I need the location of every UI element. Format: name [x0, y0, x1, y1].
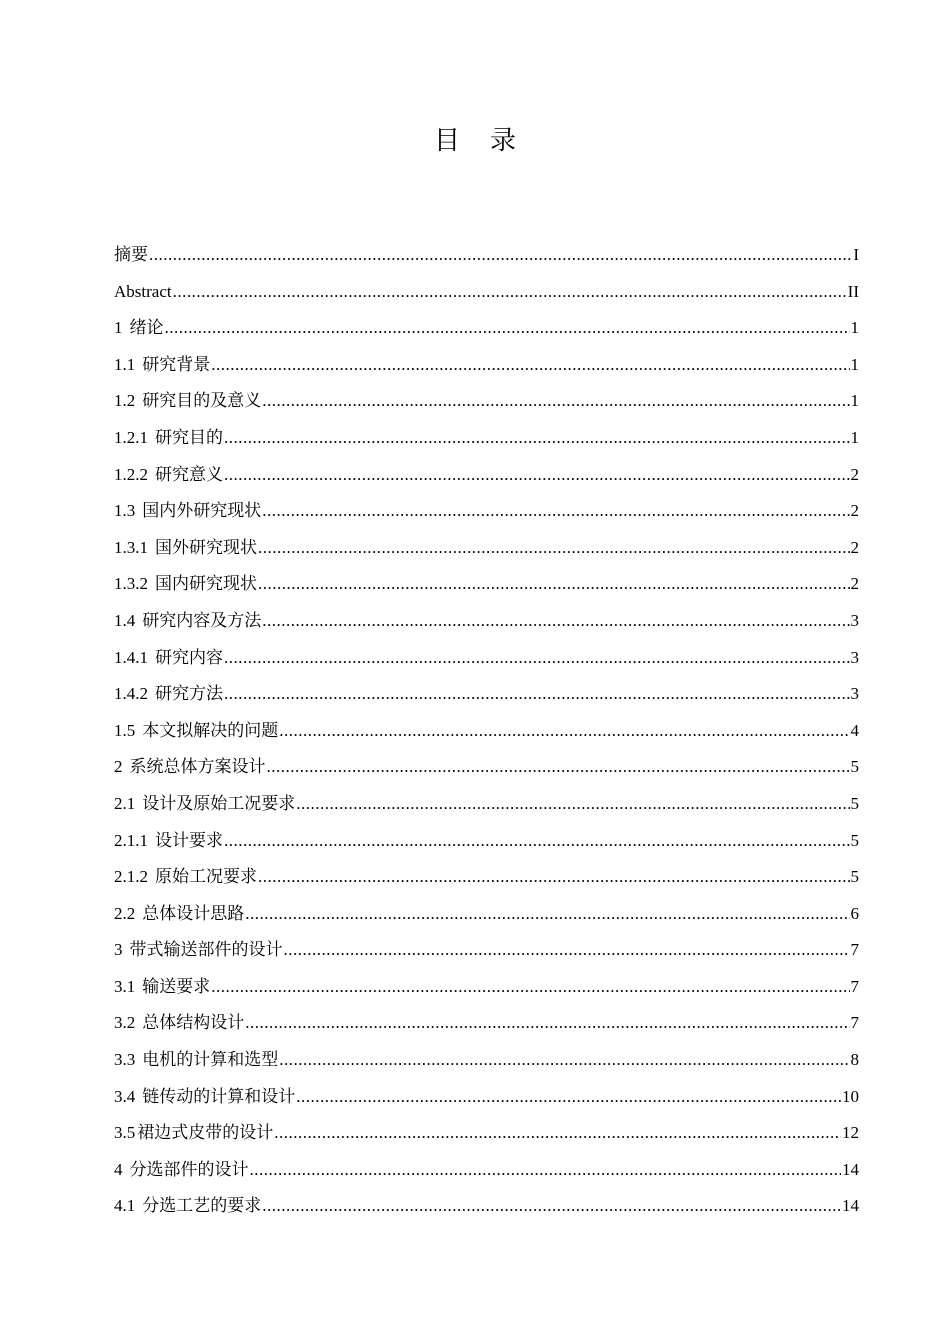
toc-entry[interactable] — [114, 1042, 859, 1079]
toc-entry-label: 1.2 研究目的及意义 — [114, 391, 262, 411]
toc-entry-number: 3.4 — [114, 1086, 136, 1106]
toc-page-number: 1 — [850, 391, 859, 411]
toc-entry-label: 1.3 国内外研究现状 — [114, 501, 262, 521]
toc-entry-number: 1.2 — [114, 391, 136, 411]
toc-entry-number: 1.4.1 — [114, 647, 148, 667]
toc-entry-number: 1.4.2 — [114, 684, 148, 704]
toc-entry[interactable] — [114, 1188, 859, 1225]
toc-dot-leader — [211, 969, 849, 1006]
toc-entry[interactable] — [114, 1079, 859, 1116]
toc-dot-leader — [279, 1042, 849, 1079]
page-title — [0, 120, 950, 157]
toc-entry[interactable] — [114, 896, 859, 933]
toc-entry-label: 1.4 研究内容及方法 — [114, 610, 262, 630]
toc-page-number: 2 — [850, 537, 859, 557]
toc-entry-number: 4 — [114, 1159, 123, 1179]
toc-page-number: 14 — [842, 1159, 859, 1179]
toc-dot-leader — [279, 713, 849, 750]
toc-entry-label: 1.2.1 研究目的 — [114, 427, 223, 447]
toc-entry-number: 1.4 — [114, 610, 136, 630]
toc-page-number: II — [847, 281, 859, 301]
toc-entry-number: 1 — [114, 318, 123, 338]
toc-entry-label: Abstract — [114, 281, 172, 301]
toc-entry-label: 1.1 研究背景 — [114, 354, 211, 374]
toc-entry[interactable] — [114, 676, 859, 713]
toc-dot-leader — [274, 1115, 841, 1152]
toc-dot-leader — [258, 566, 850, 603]
toc-dot-leader — [284, 932, 850, 969]
page-title-char: 目 — [433, 126, 460, 156]
toc-dot-leader — [224, 420, 850, 457]
toc-entry-number: 2.1 — [114, 793, 136, 813]
toc-dot-leader — [211, 347, 849, 384]
toc-entry-label: 1.2.2 研究意义 — [114, 464, 223, 484]
toc-entry[interactable] — [114, 383, 859, 420]
toc-page-number: 7 — [850, 940, 859, 960]
toc-entry[interactable] — [114, 859, 859, 896]
toc-entry-number: 1.3 — [114, 501, 136, 521]
toc-entry-label: 2.2 总体设计思路 — [114, 903, 245, 923]
toc-entry-number: 1.1 — [114, 354, 136, 374]
toc-entry-number: 1.3.2 — [114, 574, 148, 594]
toc-entry-label: 3 带式输送部件的设计 — [114, 940, 283, 960]
toc-dot-leader — [245, 1005, 849, 1042]
toc-entry-label: 2.1.2 原始工况要求 — [114, 867, 257, 887]
toc-entry[interactable] — [114, 457, 859, 494]
toc-entry-label: 摘要 — [114, 245, 148, 264]
toc-page-number: 1 — [850, 354, 859, 374]
toc-page-number: 3 — [850, 610, 859, 630]
toc-entry[interactable] — [114, 493, 859, 530]
toc-dot-leader — [258, 859, 850, 896]
toc-entry[interactable] — [114, 823, 859, 860]
toc-entry-label: 4.1 分选工艺的要求 — [114, 1196, 262, 1216]
toc-entry-label: 3.4 链传动的计算和设计 — [114, 1086, 296, 1106]
toc-entry[interactable] — [114, 347, 859, 384]
toc-page-number: 10 — [842, 1086, 859, 1106]
toc-entry[interactable] — [114, 749, 859, 786]
toc-dot-leader — [250, 1152, 842, 1189]
toc-entry-number: 3.2 — [114, 1013, 136, 1033]
toc-page-number: 14 — [842, 1196, 859, 1216]
toc-page-number: 3 — [850, 684, 859, 704]
toc-dot-leader — [296, 1079, 841, 1116]
toc-entry[interactable] — [114, 1115, 859, 1152]
toc-dot-leader — [262, 1188, 841, 1225]
toc-entry-label: 1.3.1 国外研究现状 — [114, 537, 257, 557]
toc-entry-number: 3 — [114, 940, 123, 960]
toc-entry[interactable] — [114, 1005, 859, 1042]
toc-entry-label: 3.3 电机的计算和选型 — [114, 1050, 279, 1070]
toc-page-number: 2 — [850, 464, 859, 484]
toc-entry-number: 4.1 — [114, 1196, 136, 1216]
toc-dot-leader — [224, 676, 850, 713]
toc-page-number: 7 — [850, 976, 859, 996]
toc-entry-label: 3.2 总体结构设计 — [114, 1013, 245, 1033]
toc-entry[interactable] — [114, 420, 859, 457]
toc-dot-leader — [258, 530, 850, 567]
toc-page-number: 5 — [850, 867, 859, 887]
toc-entry-label: 1.3.2 国内研究现状 — [114, 574, 257, 594]
toc-page-number: 2 — [850, 501, 859, 521]
toc-entry[interactable] — [114, 969, 859, 1006]
toc-dot-leader — [224, 457, 850, 494]
toc-entry[interactable] — [114, 786, 859, 823]
toc-dot-leader — [262, 603, 849, 640]
toc-dot-leader — [165, 310, 850, 347]
toc-entry-label: 1 绪论 — [114, 318, 164, 338]
toc-entry[interactable] — [114, 932, 859, 969]
toc-page-number: 1 — [850, 318, 859, 338]
toc-page-number: 5 — [850, 793, 859, 813]
toc-entry-number: 2.1.1 — [114, 830, 148, 850]
toc-dot-leader — [173, 274, 847, 311]
page-title-char: 录 — [490, 126, 517, 156]
toc-entry[interactable] — [114, 310, 859, 347]
toc-dot-leader — [224, 823, 850, 860]
toc-entry-label: 2.1 设计及原始工况要求 — [114, 793, 296, 813]
toc-page-number: 6 — [850, 903, 859, 923]
toc-entry-label: 1.5 本文拟解决的问题 — [114, 720, 279, 740]
toc-entry-label: 2.1.1 设计要求 — [114, 830, 223, 850]
toc-entry[interactable] — [114, 640, 859, 677]
table-of-contents — [114, 237, 859, 1225]
toc-entry[interactable] — [114, 1152, 859, 1189]
toc-dot-leader — [149, 237, 852, 274]
toc-dot-leader — [262, 383, 849, 420]
toc-page-number: 5 — [850, 830, 859, 850]
toc-entry-number: 2.2 — [114, 903, 136, 923]
toc-dot-leader — [245, 896, 849, 933]
toc-entry[interactable] — [114, 603, 859, 640]
toc-entry-label: 4 分选部件的设计 — [114, 1159, 249, 1179]
toc-page-number: 1 — [850, 427, 859, 447]
toc-entry-label: 3.5 裙边式皮带的设计 — [114, 1123, 274, 1143]
toc-dot-leader — [224, 640, 850, 677]
toc-dot-leader — [262, 493, 849, 530]
toc-entry-number: 1.5 — [114, 720, 136, 740]
toc-entry-label: 2 系统总体方案设计 — [114, 757, 266, 777]
toc-page-number: 5 — [850, 757, 859, 777]
toc-dot-leader — [296, 786, 849, 823]
toc-page-number: 12 — [842, 1123, 859, 1143]
toc-entry[interactable] — [114, 566, 859, 603]
toc-entry[interactable] — [114, 530, 859, 567]
toc-entry-number: 2 — [114, 757, 123, 777]
toc-entry-label: 1.4.2 研究方法 — [114, 684, 223, 704]
toc-page-number: 4 — [850, 720, 859, 740]
toc-entry-number: 3.1 — [114, 976, 136, 996]
toc-entry[interactable] — [114, 274, 859, 311]
toc-page-number: I — [853, 245, 859, 264]
toc-entry[interactable] — [114, 713, 859, 750]
toc-page-number: 7 — [850, 1013, 859, 1033]
toc-entry-number: 2.1.2 — [114, 867, 148, 887]
toc-page-number: 8 — [850, 1050, 859, 1070]
toc-entry-label: 1.4.1 研究内容 — [114, 647, 223, 667]
toc-dot-leader — [267, 749, 850, 786]
toc-entry-number: 3.5 — [114, 1123, 136, 1143]
toc-page-number: 2 — [850, 574, 859, 594]
toc-entry-number: 1.3.1 — [114, 537, 148, 557]
toc-entry-number: 1.2.2 — [114, 464, 148, 484]
toc-entry[interactable] — [114, 237, 859, 274]
toc-entry-label: 3.1 输送要求 — [114, 976, 211, 996]
toc-entry-number: 3.3 — [114, 1050, 136, 1070]
toc-page-number: 3 — [850, 647, 859, 667]
toc-entry-number: 1.2.1 — [114, 427, 148, 447]
